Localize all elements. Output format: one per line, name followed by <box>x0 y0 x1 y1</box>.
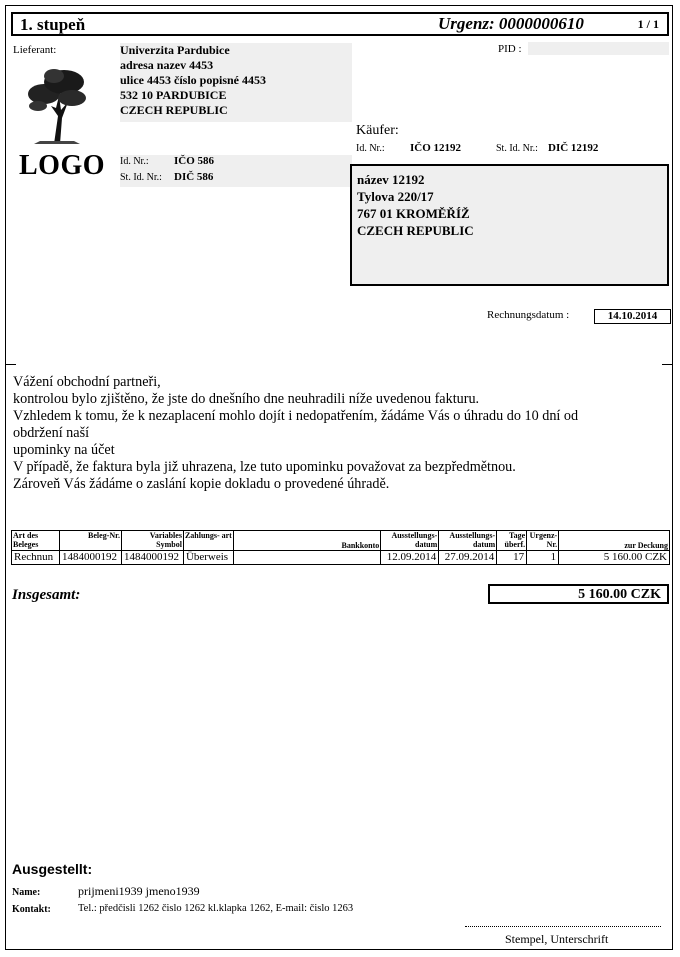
supplier-label: Lieferant: <box>13 44 57 56</box>
total-label: Insgesamt: <box>12 587 81 603</box>
col-header: Bankkonto <box>233 531 380 551</box>
supplier-ids <box>120 155 352 187</box>
supplier-address <box>120 43 352 122</box>
issued-label: Ausgestellt: <box>12 861 93 877</box>
contact-label: Kontakt: <box>12 904 51 915</box>
pid-field <box>528 42 669 55</box>
urgenz-number: Urgenz: 0000000610 <box>438 14 584 33</box>
page-number: 1 / 1 <box>637 17 659 31</box>
items-table <box>11 530 670 565</box>
cell: 1484000192 <box>59 551 121 565</box>
buyer-line: název 12192 <box>357 172 425 187</box>
letter-line: upominky na účet <box>13 442 115 458</box>
supplier-line: Univerzita Pardubice <box>120 43 230 57</box>
cell: 1484000192 <box>121 551 183 565</box>
buyer-line: Tylova 220/17 <box>357 189 434 204</box>
table-header-row <box>12 531 670 551</box>
buyer-line: CZECH REPUBLIC <box>357 223 474 238</box>
supplier-line: ulice 4453 číslo popisné 4453 <box>120 73 267 87</box>
letter-line: Zároveň Vás žádáme o zaslání kopie dokladu o provedené úhradě. <box>13 476 390 492</box>
buyer-st-value: DIČ 12192 <box>548 142 599 154</box>
stage-title: 1. stupeň <box>20 15 86 34</box>
fold-mark-right <box>662 364 672 365</box>
cell: 1 <box>527 551 559 565</box>
supplier-id-value: IČO 586 <box>174 155 215 167</box>
cell: Überweis <box>183 551 233 565</box>
invoice-date-value: 14.10.2014 <box>594 309 671 324</box>
col-header: Ausstellungs- datum <box>381 531 439 551</box>
col-header: Art des Beleges <box>12 531 60 551</box>
col-header: zur Deckung <box>559 531 670 551</box>
contact-value: Tel.: předčisli 1262 čislo 1262 kl.klapka 1262, E-mail: čislo 1263 <box>78 903 354 914</box>
invoice-date-label: Rechnungsdatum : <box>487 309 570 321</box>
cell <box>233 551 380 565</box>
cell: 17 <box>497 551 527 565</box>
tree-logo-icon <box>24 66 88 146</box>
cell: Rechnun <box>12 551 60 565</box>
col-header: Urgenz- Nr. <box>527 531 559 551</box>
signature-line <box>465 926 661 927</box>
supplier-line: 532 10 PARDUBICE <box>120 88 227 102</box>
supplier-st-label: St. Id. Nr.: <box>120 172 162 183</box>
letter-line: obdržení naší <box>13 425 90 441</box>
supplier-id-label: Id. Nr.: <box>120 156 149 167</box>
name-label: Name: <box>12 887 41 898</box>
letter-line: Vzhledem k tomu, že k nezaplacení mohlo dojít i nedopatřením, žádáme Vás o úhradu do 10 dní od <box>13 408 579 424</box>
pid-label: PID : <box>498 43 522 55</box>
total-value: 5 160.00 CZK <box>488 584 669 604</box>
col-header: Ausstellungs- datum <box>439 531 497 551</box>
buyer-line: 767 01 KROMĚŘÍŽ <box>357 206 470 221</box>
buyer-label: Käufer: <box>356 123 399 138</box>
cell: 27.09.2014 <box>439 551 497 565</box>
buyer-address-box <box>350 164 669 286</box>
col-header: Variables Symbol <box>121 531 183 551</box>
logo-text: LOGO <box>19 150 106 181</box>
signature-label: Stempel, Unterschrift <box>505 932 609 946</box>
buyer-id-label: Id. Nr.: <box>356 143 385 154</box>
supplier-st-value: DIČ 586 <box>174 171 214 183</box>
letter-line: kontrolou bylo zjištěno, že jste do dnešního dne neuhradili níže uvedenou fakturu. <box>13 391 480 407</box>
name-value: prijmeni1939 jmeno1939 <box>78 884 200 898</box>
cell: 12.09.2014 <box>381 551 439 565</box>
col-header: Tage überf. <box>497 531 527 551</box>
fold-mark-left <box>6 364 16 365</box>
letter-line: V případě, že faktura byla již uhrazena, lze tuto upominku považovat za bezpředmětnou. <box>13 459 516 475</box>
letter-line: Vážení obchodní partneři, <box>13 374 161 390</box>
col-header: Beleg-Nr. <box>59 531 121 551</box>
letter-body <box>13 374 663 493</box>
buyer-st-label: St. Id. Nr.: <box>496 143 538 154</box>
supplier-line: CZECH REPUBLIC <box>120 103 228 117</box>
supplier-line: adresa nazev 4453 <box>120 58 214 72</box>
header-bar <box>11 12 669 36</box>
table-row <box>12 551 670 565</box>
cell: 5 160.00 CZK <box>559 551 670 565</box>
col-header: Zahlungs- art <box>183 531 233 551</box>
buyer-id-value: IČO 12192 <box>410 142 462 154</box>
